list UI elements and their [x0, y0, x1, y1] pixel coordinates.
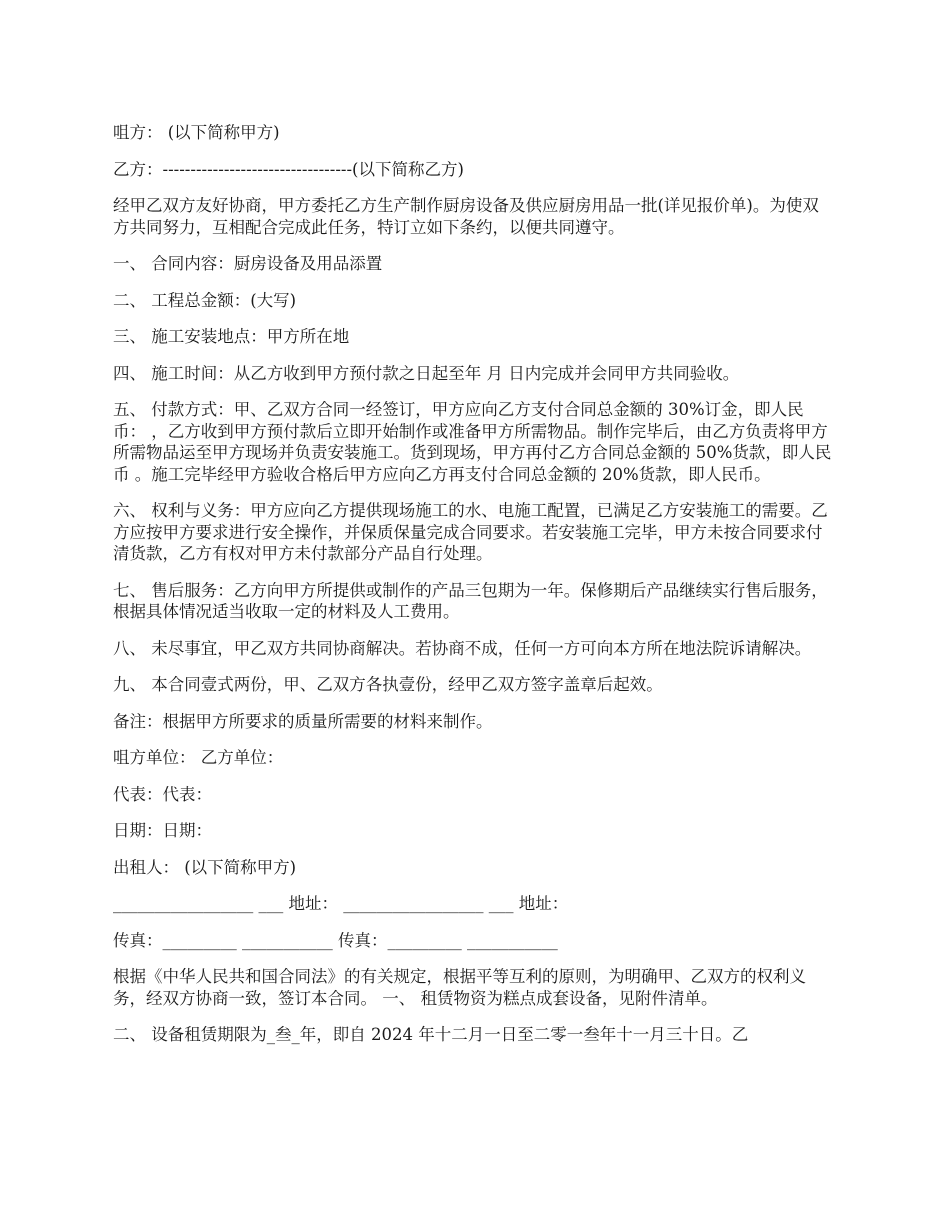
- signature-representative-line: 代表：代表：: [113, 784, 212, 804]
- address-line: _________________ ___ 地址： _________________ ___ 地址：: [113, 894, 569, 913]
- clause-2: 二、 工程总金额：(大写): [113, 290, 297, 310]
- party-b-line: 乙方：----------------------------------(以下简称乙方): [113, 159, 464, 179]
- clause-9: 九、 本合同壹式两份，甲、乙双方各执壹份，经甲乙双方签字盖章后起效。: [113, 675, 663, 694]
- remarks-line: 备注：根据甲方所要求的质量所需要的材料来制作。: [113, 711, 493, 731]
- lease-clause-2: 二、 设备租赁期限为_叁_年，即自 2024 年十二月一日至二零一叁年十一月三十日。乙: [113, 1025, 749, 1044]
- fax-line: 传真：_________ ___________ 传真：_________ ___________: [113, 930, 558, 950]
- clause-5: 五、 付款方式：甲、乙双方合同一经签订，甲方应向乙方支付合同总金额的 30%订金，即人民币： ，乙方收到甲方预付款后立即开始制作或准备甲方所需物品。制作完毕后，由乙方负责将甲方所需物品运至甲方现场并负责安装施工。货到现场，甲方再付乙方合同总金额的 50%货款，即人民币 。施工完毕经甲方验收合格后甲方应向乙方再支付合同总金额的 20%货款，即人民币。: [113, 400, 832, 484]
- clause-4: 四、 施工时间：从乙方收到甲方预付款之日起至年 月 日内完成并会同甲方共同验收。: [113, 363, 740, 383]
- clause-8: 八、 未尽事宜，甲乙双方共同协商解决。若协商不成，任何一方可向本方所在地法院诉请解决。: [113, 638, 812, 658]
- lessor-line: 出租人： (以下简称甲方): [113, 857, 297, 877]
- clause-6: 六、 权利与义务：甲方应向乙方提供现场施工的水、电施工配置，已满足乙方安装施工的需要。乙方应按甲方要求进行安全操作，并保质保量完成合同要求。若安装施工完毕，甲方未按合同要求付清货款，乙方有权对甲方未付款部分产品自行处理。: [113, 501, 828, 563]
- lease-preamble-paragraph: 根据《中华人民共和国合同法》的有关规定，根据平等互利的原则，为明确甲、乙双方的权利义务，经双方协商一致，签订本合同。 一、 租赁物资为糕点成套设备，见附件清单。: [113, 967, 806, 1008]
- clause-1: 一、 合同内容：厨房设备及用品添置: [113, 254, 383, 273]
- clause-7: 七、 售后服务：乙方向甲方所提供或制作的产品三包期为一年。保修期后产品继续实行售后服务，根据具体情况适当收取一定的材料及人工费用。: [113, 580, 828, 621]
- signature-date-line: 日期：日期：: [113, 821, 212, 840]
- document-page: [113, 122, 833, 1061]
- preamble-paragraph: 经甲乙双方友好协商，甲方委托乙方生产制作厨房设备及供应厨房用品一批(详见报价单)。为使双方共同努力，互相配合完成此任务，特订立如下条约，以便共同遵守。: [113, 196, 819, 237]
- signature-units-line: 咀方单位： 乙方单位：: [113, 748, 284, 767]
- party-a-line: 咀方： (以下简称甲方): [113, 123, 280, 142]
- clause-3: 三、 施工安装地点：甲方所在地: [113, 327, 350, 346]
